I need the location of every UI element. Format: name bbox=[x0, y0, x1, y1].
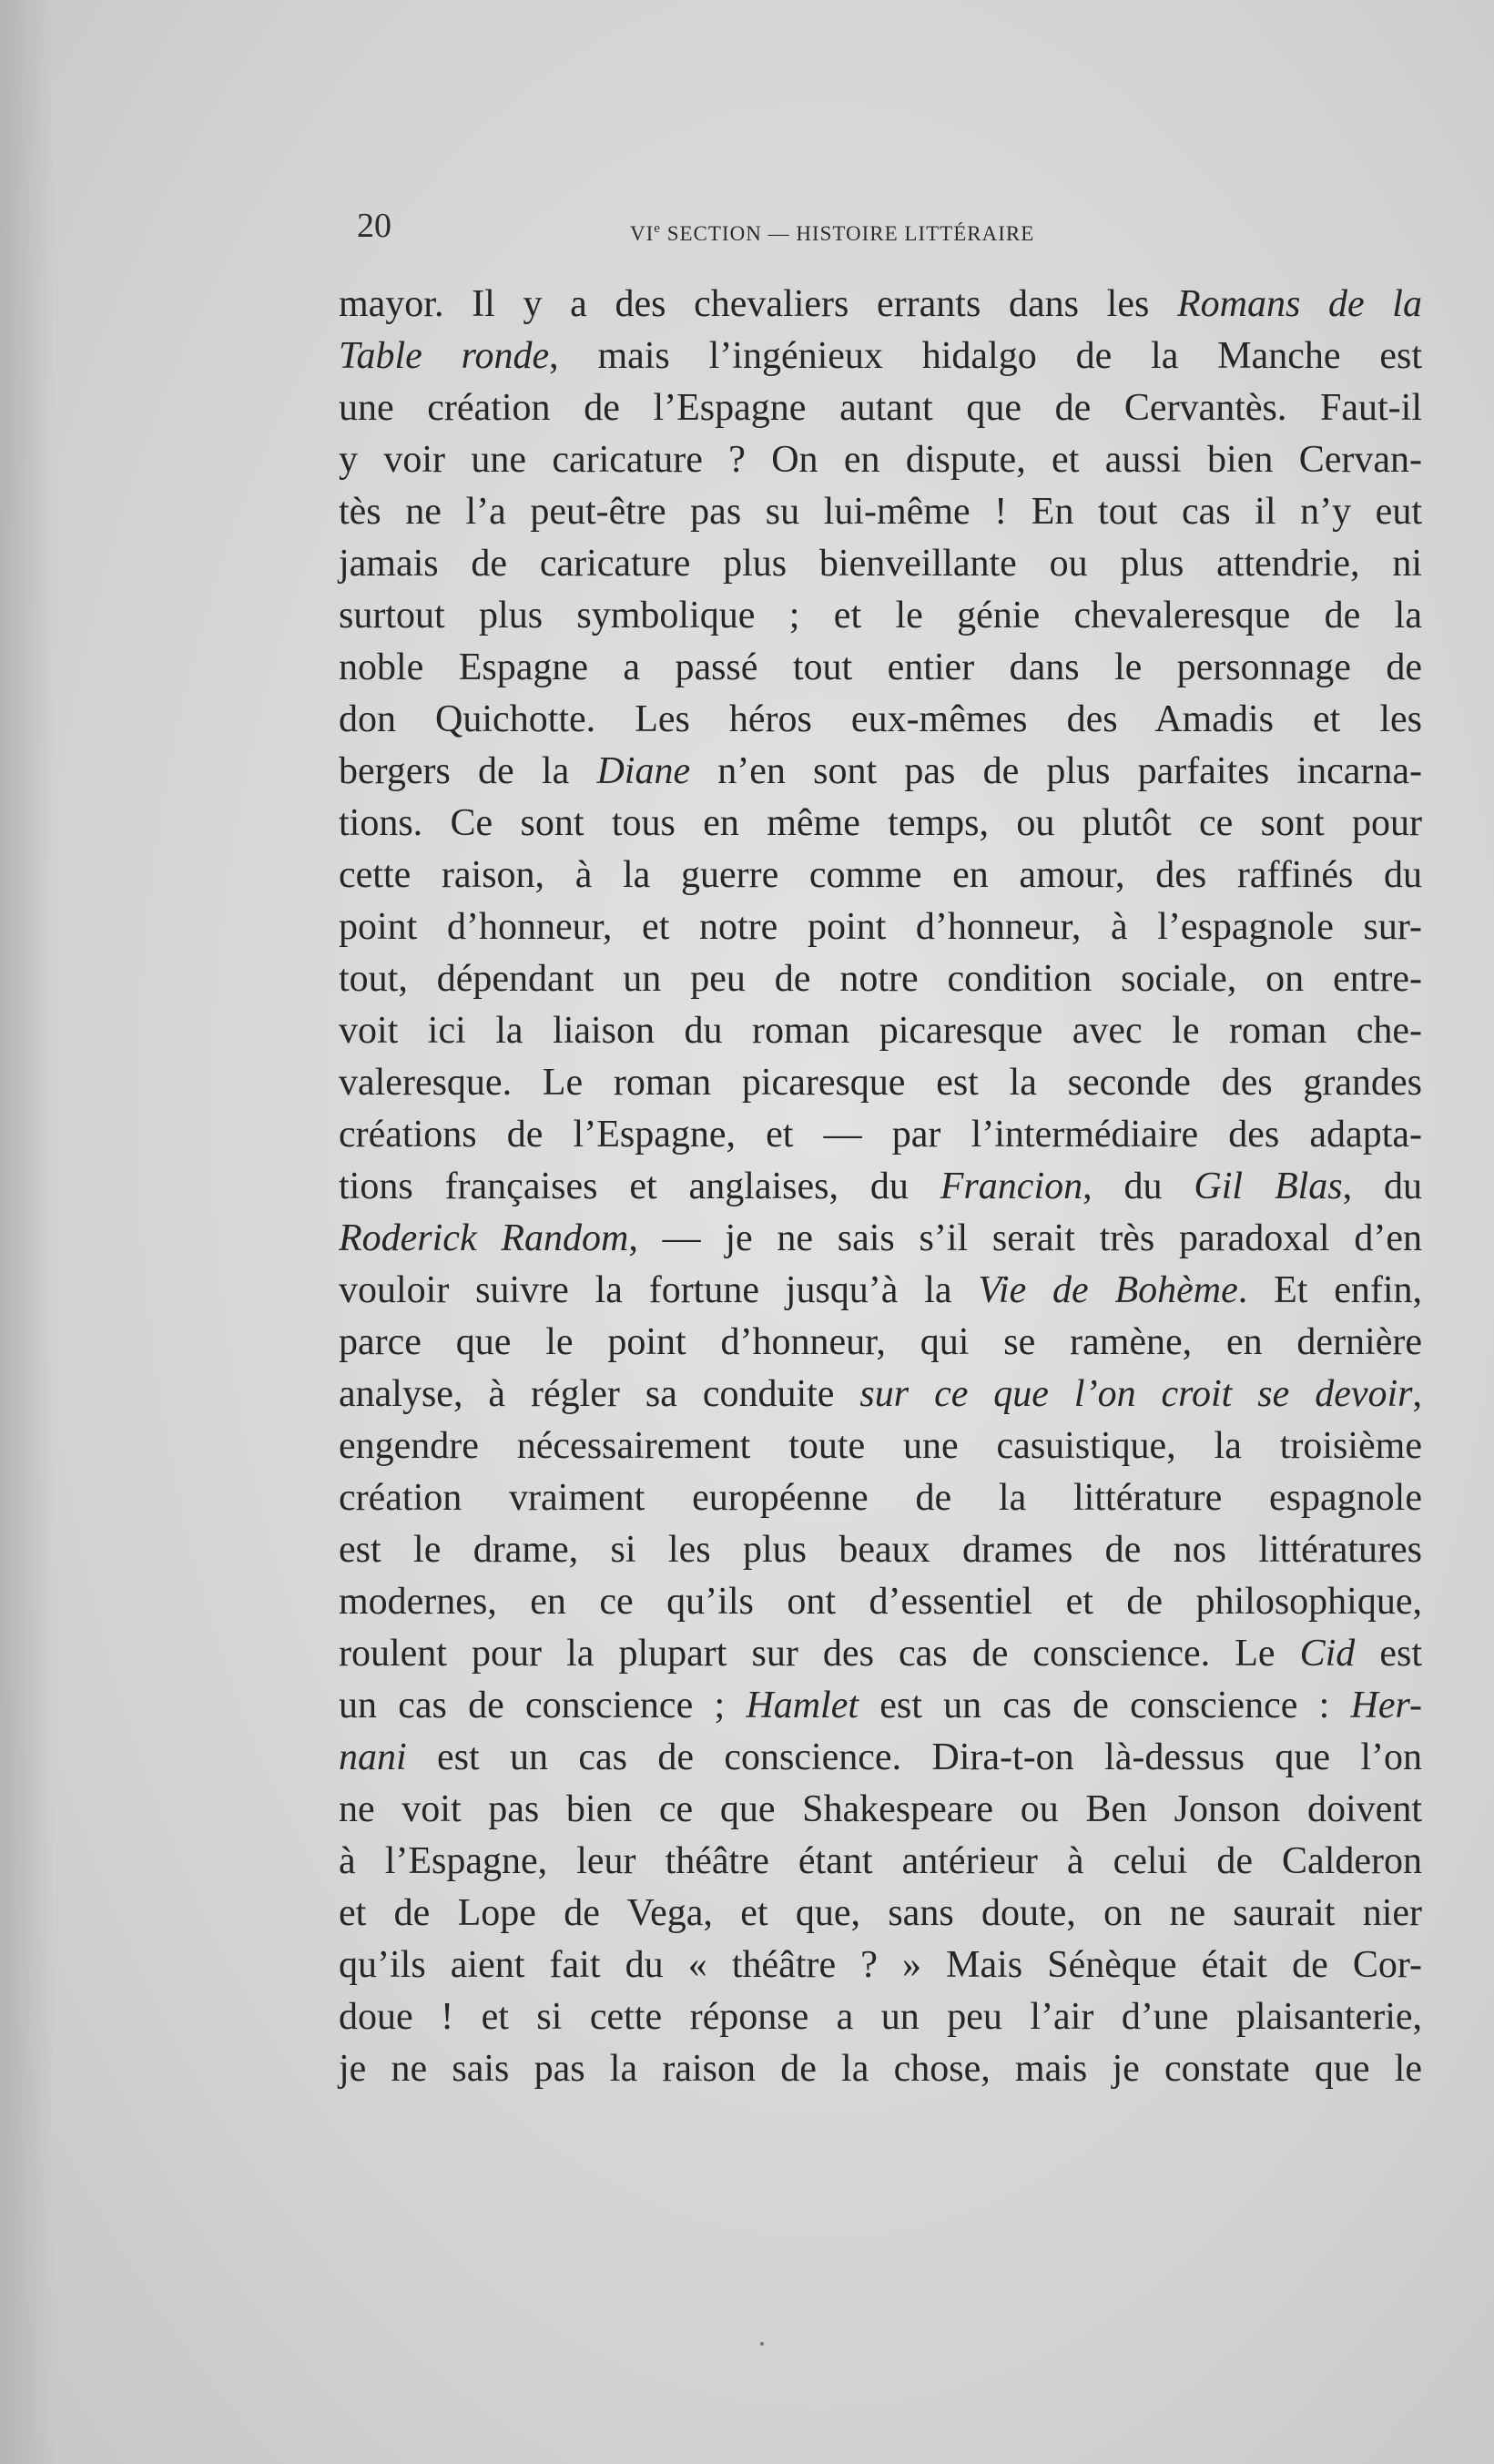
text-line bbox=[339, 798, 1422, 850]
body-text-run: voit ici la liaison du roman picaresque avec le roman che- bbox=[339, 1010, 1422, 1052]
italic-title-text: Hamlet bbox=[746, 1685, 859, 1726]
text-line bbox=[339, 901, 1422, 953]
text-line bbox=[339, 1005, 1422, 1057]
body-text-run: qu’ils aient fait du « théâtre ? » Mais Sénèque était de Cor- bbox=[339, 1944, 1422, 1986]
body-text-run: tions françaises et anglaises, du bbox=[339, 1166, 940, 1207]
running-head bbox=[630, 215, 1034, 248]
body-text-run: surtout plus symbolique ; et le génie chevaleresque de la bbox=[339, 595, 1422, 636]
body-text-run: cette raison, à la guerre comme en amour, des raffinés du bbox=[339, 854, 1422, 896]
text-line bbox=[339, 1213, 1422, 1265]
paper-speck bbox=[760, 2342, 764, 2346]
text-line bbox=[339, 382, 1422, 434]
body-text-run: est un cas de conscience : bbox=[859, 1685, 1351, 1726]
text-line bbox=[339, 1991, 1422, 2043]
text-line bbox=[339, 1472, 1422, 1524]
body-text-run: point d’honneur, et notre point d’honneur, à l’espagnole sur- bbox=[339, 906, 1422, 948]
body-text-run: tout, dépendant un peu de notre condition sociale, on entre- bbox=[339, 958, 1422, 1000]
text-line bbox=[339, 279, 1422, 331]
body-paragraph bbox=[339, 279, 1422, 2095]
text-line bbox=[339, 538, 1422, 590]
italic-title-text: Her- bbox=[1350, 1685, 1422, 1726]
text-line bbox=[339, 1420, 1422, 1472]
body-text-run: ne voit pas bien ce que Shakespeare ou Ben Jonson doivent bbox=[339, 1788, 1422, 1830]
text-line bbox=[339, 434, 1422, 486]
italic-title-text: Vie de Bohème bbox=[978, 1269, 1238, 1311]
italic-title-text: Romans de la bbox=[1176, 283, 1422, 325]
body-text-run: engendre nécessairement toute une casuistique, la troisième bbox=[339, 1425, 1422, 1467]
body-text-run: mayor. Il y a des chevaliers errants dans les bbox=[339, 283, 1177, 325]
text-line bbox=[339, 1732, 1422, 1784]
text-line bbox=[339, 850, 1422, 901]
text-line bbox=[339, 642, 1422, 694]
body-text-run: y voir une caricature ? On en dispute, et aussi bien Cervan- bbox=[339, 439, 1422, 481]
italic-title-text: Cid bbox=[1299, 1633, 1356, 1675]
body-text-run: modernes, en ce qu’ils ont d’essentiel et de philosophique, bbox=[339, 1581, 1422, 1623]
body-text-run: , mais l’ingénieux hidalgo de la Manche est bbox=[549, 335, 1422, 377]
text-line bbox=[339, 1628, 1422, 1680]
body-text-run: est bbox=[1355, 1633, 1422, 1675]
body-text-run: je ne sais pas la raison de la chose, mais je constate que le bbox=[339, 2048, 1422, 2090]
page-edge-shadow bbox=[0, 0, 55, 2464]
body-text-run: un cas de conscience ; bbox=[339, 1685, 747, 1726]
body-text-run: est le drame, si les plus beaux drames de nos littératures bbox=[339, 1529, 1422, 1571]
body-text-run: , du bbox=[1342, 1166, 1423, 1207]
body-text-run: don Quichotte. Les héros eux-mêmes des Amadis et les bbox=[339, 698, 1422, 740]
text-line bbox=[339, 1524, 1422, 1576]
text-line bbox=[339, 1888, 1422, 1940]
text-line bbox=[339, 590, 1422, 642]
text-line bbox=[339, 2043, 1422, 2095]
body-text-run: doue ! et si cette réponse a un peu l’air d’une plaisanterie, bbox=[339, 1996, 1422, 2038]
body-text-run: bergers de la bbox=[339, 750, 597, 792]
italic-title-text: Francion bbox=[940, 1166, 1083, 1207]
body-text-run: créations de l’Espagne, et — par l’intermédiaire des adapta- bbox=[339, 1114, 1422, 1156]
body-text-run: jamais de caricature plus bienveillante ou plus attendrie, ni bbox=[339, 543, 1422, 585]
text-line bbox=[339, 1317, 1422, 1369]
text-line bbox=[339, 1265, 1422, 1317]
section-numeral-suffix: e bbox=[654, 221, 661, 236]
body-text-run: création vraiment européenne de la littérature espagnole bbox=[339, 1477, 1422, 1519]
body-text-run: . Et enfin, bbox=[1237, 1269, 1423, 1311]
body-text-run: analyse, à régler sa conduite bbox=[339, 1373, 860, 1415]
body-text-run: est un cas de conscience. Dira-t-on là-dessus que l’on bbox=[406, 1736, 1422, 1778]
text-line bbox=[339, 1369, 1422, 1420]
italic-title-text: sur ce que l’on croit se devoir bbox=[859, 1373, 1413, 1415]
text-line bbox=[339, 1576, 1422, 1628]
body-text-run: une création de l’Espagne autant que de Cervantès. Faut-il bbox=[339, 387, 1422, 429]
italic-title-text: Table ronde bbox=[339, 335, 550, 377]
body-text-run: parce que le point d’honneur, qui se ramène, en dernière bbox=[339, 1321, 1422, 1363]
body-text-run: et de Lope de Vega, et que, sans doute, on ne saurait nier bbox=[339, 1892, 1422, 1934]
text-line bbox=[339, 1057, 1422, 1109]
body-text-run: tions. Ce sont tous en même temps, ou plutôt ce sont pour bbox=[339, 802, 1422, 844]
text-line bbox=[339, 746, 1422, 798]
page-number: 20 bbox=[357, 207, 391, 245]
body-text-run: valeresque. Le roman picaresque est la seconde des grandes bbox=[339, 1062, 1422, 1104]
body-text-run: tès ne l’a peut-être pas su lui-même ! En tout cas il n’y eut bbox=[339, 491, 1422, 533]
body-text-run: , bbox=[1412, 1373, 1422, 1415]
body-text-run: vouloir suivre la fortune jusqu’à la bbox=[339, 1269, 979, 1311]
body-text-run: , — je ne sais s’il serait très paradoxal d’en bbox=[628, 1217, 1422, 1259]
text-line bbox=[339, 331, 1422, 382]
page-header bbox=[357, 206, 1458, 260]
text-line bbox=[339, 486, 1422, 538]
body-text-run: à l’Espagne, leur théâtre étant antérieur à celui de Calderon bbox=[339, 1840, 1422, 1882]
body-text-run: roulent pour la plupart sur des cas de conscience. Le bbox=[339, 1633, 1300, 1675]
section-numeral: VI bbox=[630, 222, 655, 245]
body-text-run: noble Espagne a passé tout entier dans le personnage de bbox=[339, 647, 1422, 688]
section-title: SECTION — HISTOIRE LITTÉRAIRE bbox=[666, 222, 1035, 245]
text-line bbox=[339, 1109, 1422, 1161]
body-text-run: , du bbox=[1082, 1166, 1194, 1207]
italic-title-text: nani bbox=[339, 1736, 407, 1778]
text-line bbox=[339, 1680, 1422, 1732]
text-line bbox=[339, 953, 1422, 1005]
text-line bbox=[339, 694, 1422, 746]
text-line bbox=[339, 1784, 1422, 1836]
text-line bbox=[339, 1161, 1422, 1213]
italic-title-text: Gil Blas bbox=[1194, 1166, 1343, 1207]
text-line bbox=[339, 1940, 1422, 1991]
text-line bbox=[339, 1836, 1422, 1888]
body-text-run: n’en sont pas de plus parfaites incarna- bbox=[690, 750, 1422, 792]
italic-title-text: Diane bbox=[596, 750, 691, 792]
italic-title-text: Roderick Random bbox=[339, 1217, 629, 1259]
